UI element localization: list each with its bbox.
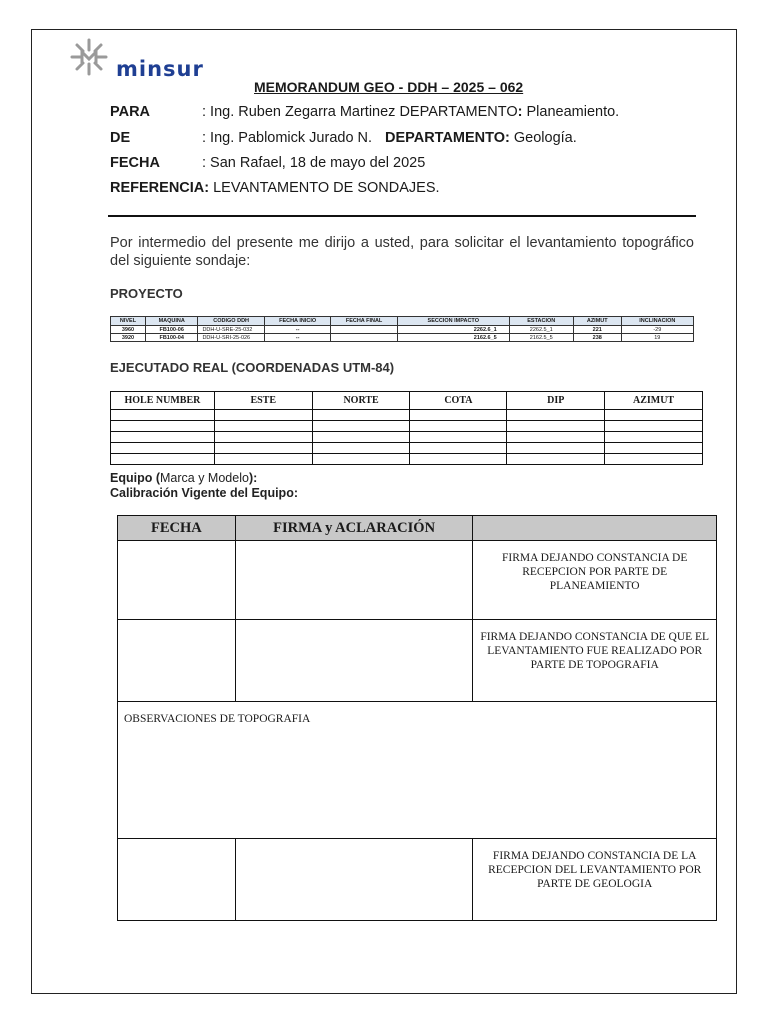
table-cell[interactable] bbox=[111, 421, 215, 432]
table-cell[interactable] bbox=[214, 454, 312, 465]
table-cell: -- bbox=[264, 326, 330, 334]
equipo-label-end: ): bbox=[248, 471, 258, 485]
table-row bbox=[111, 410, 703, 421]
table-row bbox=[111, 443, 703, 454]
table-cell[interactable] bbox=[111, 443, 215, 454]
ejecutado-table bbox=[110, 391, 703, 465]
firma-planeamiento-row bbox=[118, 541, 717, 620]
proyecto-col-header: MAQUINA bbox=[145, 317, 197, 326]
referencia-row bbox=[110, 180, 440, 196]
de-dept-value: Geología. bbox=[509, 130, 577, 146]
table-cell[interactable] bbox=[605, 410, 703, 421]
para-label: PARA bbox=[110, 104, 151, 120]
table-cell[interactable] bbox=[214, 421, 312, 432]
referencia-label: REFERENCIA: bbox=[110, 180, 210, 196]
equipo-block bbox=[110, 471, 298, 501]
table-cell[interactable] bbox=[111, 410, 215, 421]
table-cell[interactable] bbox=[507, 410, 605, 421]
table-cell bbox=[331, 326, 397, 334]
table-row bbox=[111, 454, 703, 465]
table-cell[interactable] bbox=[312, 410, 410, 421]
table-cell[interactable] bbox=[410, 454, 507, 465]
observaciones-row bbox=[118, 702, 717, 839]
table-cell[interactable] bbox=[214, 432, 312, 443]
table-cell bbox=[331, 334, 397, 342]
table-cell: DDH-U-SRI-25-026 bbox=[198, 334, 264, 342]
table-cell[interactable] bbox=[507, 421, 605, 432]
table-row bbox=[111, 432, 703, 443]
proyecto-col-header: FECHA FINAL bbox=[331, 317, 397, 326]
proyecto-col-header: NIVEL bbox=[111, 317, 146, 326]
para-value bbox=[202, 104, 619, 120]
ejecutado-header-row bbox=[111, 392, 703, 410]
proyecto-col-header: SECCION IMPACTO bbox=[397, 317, 509, 326]
table-cell: DDH-U-SRE-25-032 bbox=[198, 326, 264, 334]
proyecto-col-header: AZIMUT bbox=[573, 317, 621, 326]
de-value: : Ing. Pablomick Jurado N. bbox=[202, 130, 373, 146]
calibracion-line bbox=[110, 486, 298, 501]
intro-paragraph: Por intermedio del presente me dirijo a usted, para solicitar el levantamiento topográfico del siguiente sondaje: bbox=[110, 235, 694, 269]
proyecto-col-header: ESTACION bbox=[509, 317, 573, 326]
table-cell: 238 bbox=[573, 334, 621, 342]
ejecutado-heading: EJECUTADO REAL (COORDENADAS UTM-84) bbox=[110, 360, 395, 375]
firma-cell[interactable] bbox=[235, 541, 473, 620]
para-recipient: : Ing. Ruben Zegarra Martinez DEPARTAMENTO bbox=[202, 104, 518, 120]
table-cell: 2262.6_1 bbox=[397, 326, 509, 334]
ejecutado-col-header: DIP bbox=[507, 392, 605, 410]
table-cell: 19 bbox=[621, 334, 693, 342]
proyecto-table bbox=[110, 316, 694, 342]
firma-cell[interactable] bbox=[235, 839, 473, 921]
firma-cell[interactable] bbox=[235, 620, 473, 702]
table-cell[interactable] bbox=[410, 421, 507, 432]
table-cell: 3960 bbox=[111, 326, 146, 334]
logo-wordmark: minsur bbox=[116, 57, 204, 81]
table-cell[interactable] bbox=[605, 454, 703, 465]
table-row bbox=[111, 326, 694, 334]
equipo-label: Equipo ( bbox=[110, 471, 160, 485]
table-cell[interactable] bbox=[214, 410, 312, 421]
header-divider bbox=[108, 215, 696, 217]
ejecutado-col-header: AZIMUT bbox=[605, 392, 703, 410]
ejecutado-col-header: NORTE bbox=[312, 392, 410, 410]
firmas-col-fecha: FECHA bbox=[118, 516, 236, 541]
firma-geologia-row bbox=[118, 839, 717, 921]
table-cell[interactable] bbox=[312, 454, 410, 465]
table-cell[interactable] bbox=[111, 454, 215, 465]
referencia-value: LEVANTAMENTO DE SONDAJES. bbox=[209, 180, 440, 196]
de-dept-label: DEPARTAMENTO: bbox=[385, 130, 510, 146]
proyecto-header-row bbox=[111, 317, 694, 326]
table-cell: -29 bbox=[621, 326, 693, 334]
table-cell[interactable] bbox=[507, 443, 605, 454]
table-cell[interactable] bbox=[507, 454, 605, 465]
memo-title: MEMORANDUM GEO - DDH – 2025 – 062 bbox=[254, 79, 524, 95]
proyecto-col-header: INCLINACION bbox=[621, 317, 693, 326]
table-cell[interactable] bbox=[605, 432, 703, 443]
fecha-value: : San Rafael, 18 de mayo del 2025 bbox=[202, 155, 426, 171]
fecha-cell[interactable] bbox=[118, 620, 236, 702]
calibracion-label: Calibración Vigente del Equipo: bbox=[110, 486, 298, 500]
table-cell[interactable] bbox=[214, 443, 312, 454]
minsur-emblem-icon bbox=[68, 36, 110, 78]
table-cell: 3920 bbox=[111, 334, 146, 342]
ejecutado-col-header: COTA bbox=[410, 392, 507, 410]
table-cell[interactable] bbox=[312, 421, 410, 432]
firma-planeamiento-note: FIRMA DEJANDO CONSTANCIA DE RECEPCION POR PARTE DE PLANEAMIENTO bbox=[473, 541, 717, 620]
de-label: DE bbox=[110, 130, 131, 146]
observaciones-cell[interactable]: OBSERVACIONES DE TOPOGRAFIA bbox=[118, 702, 717, 839]
ejecutado-col-header: HOLE NUMBER bbox=[111, 392, 215, 410]
table-cell[interactable] bbox=[605, 443, 703, 454]
equipo-hint: Marca y Modelo bbox=[160, 471, 249, 485]
table-cell: 221 bbox=[573, 326, 621, 334]
fecha-cell[interactable] bbox=[118, 839, 236, 921]
firma-topografia-note: FIRMA DEJANDO CONSTANCIA DE QUE EL LEVANTAMIENTO FUE REALIZADO POR PARTE DE TOPOGRAFIA bbox=[473, 620, 717, 702]
fecha-label: FECHA bbox=[110, 155, 160, 171]
firma-geologia-note: FIRMA DEJANDO CONSTANCIA DE LA RECEPCION DEL LEVANTAMIENTO POR PARTE DE GEOLOGIA bbox=[473, 839, 717, 921]
table-row bbox=[111, 334, 694, 342]
proyecto-col-header: FECHA INICIO bbox=[264, 317, 330, 326]
fecha-cell[interactable] bbox=[118, 541, 236, 620]
firmas-header-row bbox=[118, 516, 717, 541]
para-department: Planeamiento. bbox=[522, 104, 620, 120]
table-cell: 2162.6_5 bbox=[397, 334, 509, 342]
firma-topografia-row bbox=[118, 620, 717, 702]
company-logo bbox=[68, 36, 243, 82]
table-cell[interactable] bbox=[410, 410, 507, 421]
para-dept-separator: : bbox=[517, 104, 523, 120]
table-cell[interactable] bbox=[312, 432, 410, 443]
table-cell: 2262.5_1 bbox=[509, 326, 573, 334]
firmas-col-blank bbox=[473, 516, 717, 541]
table-cell: -- bbox=[264, 334, 330, 342]
table-cell[interactable] bbox=[605, 421, 703, 432]
ejecutado-col-header: ESTE bbox=[214, 392, 312, 410]
de-department bbox=[385, 130, 577, 146]
table-row bbox=[111, 421, 703, 432]
table-cell[interactable] bbox=[507, 432, 605, 443]
table-cell[interactable] bbox=[410, 432, 507, 443]
proyecto-heading: PROYECTO bbox=[110, 286, 183, 301]
table-cell: 2162.5_5 bbox=[509, 334, 573, 342]
table-cell: FB100-06 bbox=[145, 326, 197, 334]
table-cell: FB100-04 bbox=[145, 334, 197, 342]
equipo-line bbox=[110, 471, 298, 486]
table-cell[interactable] bbox=[111, 432, 215, 443]
table-cell[interactable] bbox=[312, 443, 410, 454]
firmas-table bbox=[117, 515, 717, 921]
proyecto-col-header: CODIGO DDH bbox=[198, 317, 264, 326]
firmas-col-firma: FIRMA y ACLARACIÓN bbox=[235, 516, 473, 541]
table-cell[interactable] bbox=[410, 443, 507, 454]
